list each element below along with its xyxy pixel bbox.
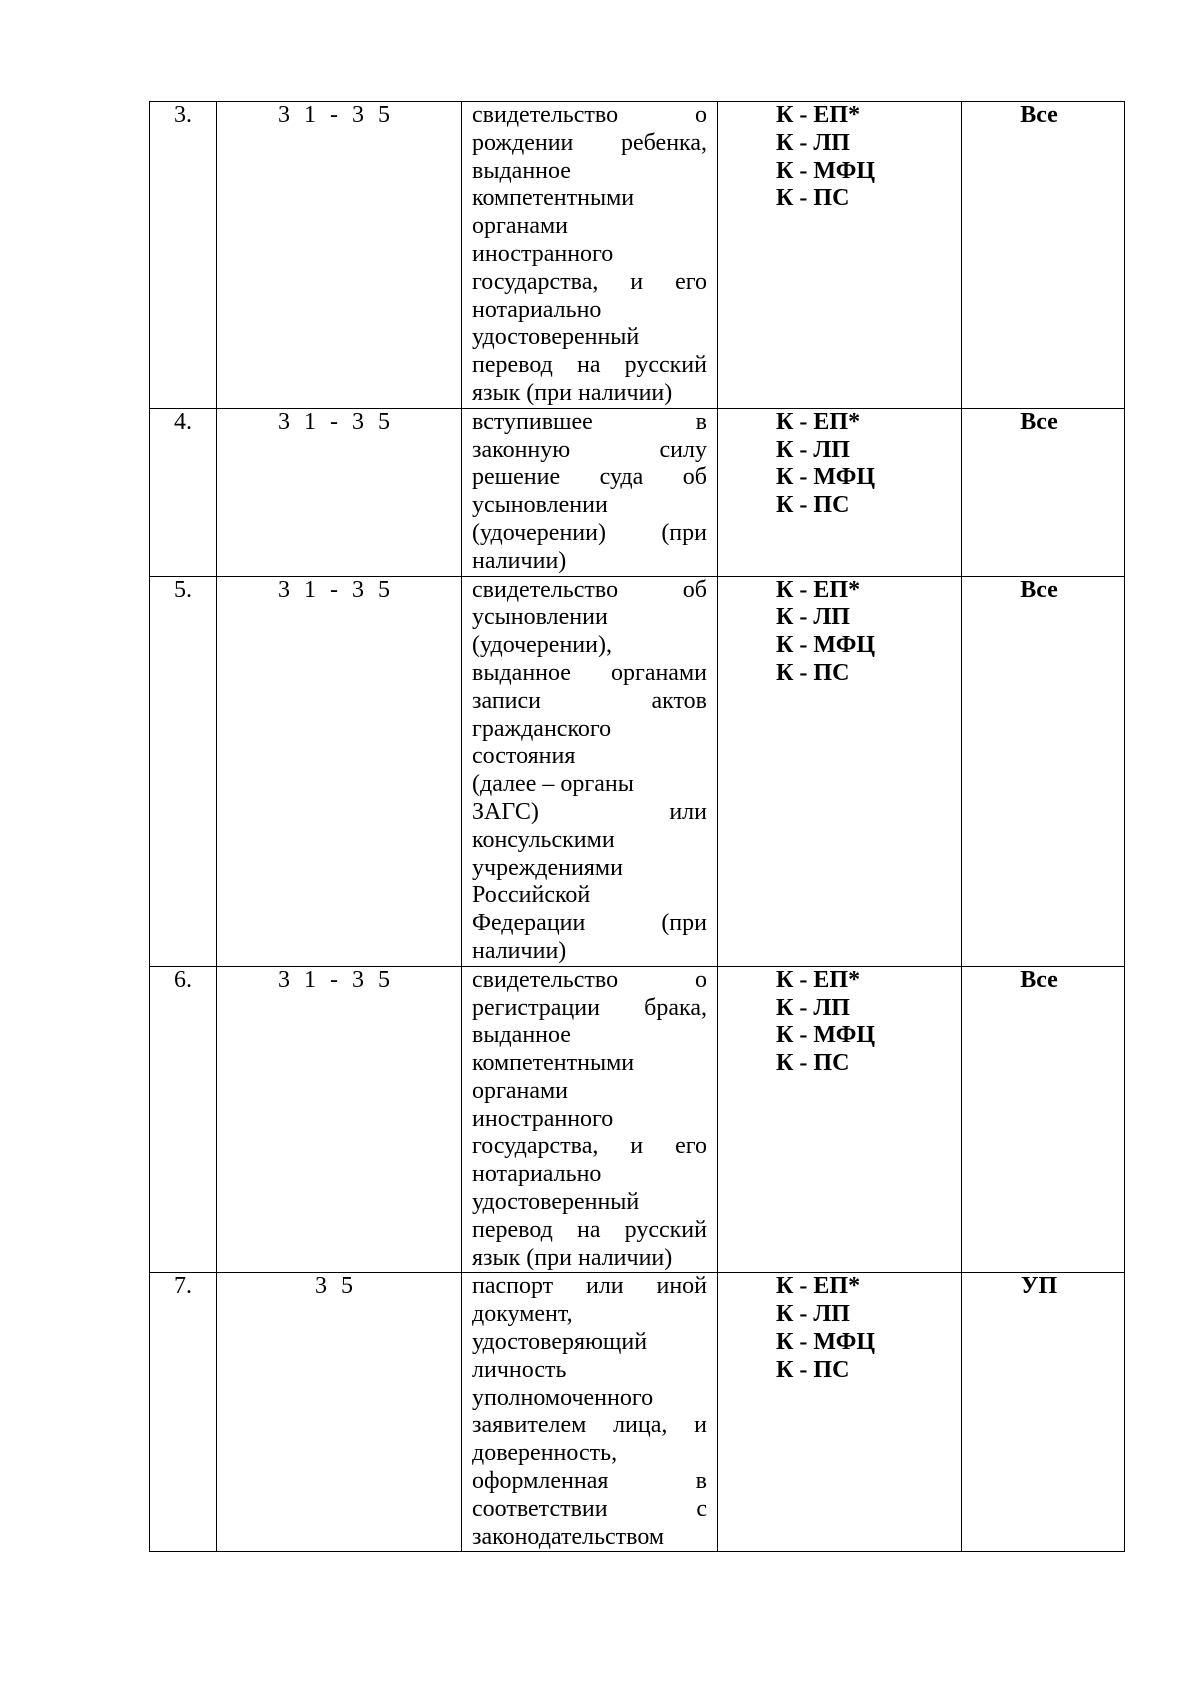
document-description-line: свидетельство о — [472, 102, 707, 128]
document-description-line: личность — [472, 1356, 567, 1383]
submission-methods — [718, 576, 962, 966]
document-description-line: удостоверенный — [472, 324, 640, 351]
document-description-line: усыновлении — [472, 604, 608, 631]
document-description-line: паспорт или иной — [472, 1273, 707, 1300]
document-description-line: нотариально — [472, 1161, 602, 1188]
document-description-line: уполномоченного — [472, 1384, 654, 1411]
applicant-category: Все — [962, 408, 1125, 576]
table-body — [150, 102, 1125, 1552]
document-description-line: компетентными — [472, 1050, 635, 1077]
document-description-line: иностранного — [472, 1105, 614, 1132]
document-description-line: законодательством — [472, 1523, 665, 1550]
document-description-line: консульскими — [472, 826, 615, 853]
submission-method: К - МФЦ — [776, 464, 876, 491]
document-description-line: рождении ребенка, — [472, 129, 707, 156]
row-number: 4. — [150, 408, 217, 576]
document-description-line: органами — [472, 213, 569, 240]
table-row — [150, 102, 1125, 409]
service-codes: 3 1 - 3 5 — [217, 966, 462, 1273]
document-description-line: свидетельство о — [472, 966, 707, 993]
document-description-line: решение суда об — [472, 464, 707, 491]
document-description-line: выданное — [472, 1022, 571, 1049]
document-description-line: выданное органами — [472, 659, 707, 686]
document-description-line: иностранного — [472, 240, 614, 267]
row-number: 6. — [150, 966, 217, 1273]
document-description-line: состояния — [472, 743, 576, 770]
table-row — [150, 966, 1125, 1273]
applicant-category: УП — [962, 1273, 1125, 1552]
document-description-line: усыновлении — [472, 492, 608, 519]
submission-method: К - ЕП* — [776, 1273, 861, 1300]
document-description-line: соответствии с — [472, 1495, 707, 1522]
document-description-line: выданное — [472, 157, 571, 184]
submission-method: К - ЕП* — [776, 576, 861, 603]
document-description-line: Российской — [472, 882, 591, 909]
submission-method: К - ЛП — [776, 1301, 850, 1328]
table-row — [150, 1273, 1125, 1552]
documents-table — [149, 101, 1125, 1552]
document-description-line: язык (при наличии) — [472, 379, 673, 406]
document-description-line: наличии) — [472, 937, 567, 964]
document-description-line: документ, — [472, 1301, 573, 1328]
document-description-line: заявителем лица, и — [472, 1412, 707, 1439]
submission-method: К - ЛП — [776, 604, 850, 631]
submission-method: К - МФЦ — [776, 157, 876, 184]
applicant-category: Все — [962, 102, 1125, 409]
document-description-line: нотариально — [472, 296, 602, 323]
table-row — [150, 408, 1125, 576]
submission-method: К - МФЦ — [776, 1329, 876, 1356]
applicant-category: Все — [962, 966, 1125, 1273]
document-description-line: удостоверяющий — [472, 1329, 648, 1356]
document-description — [462, 408, 718, 576]
document-description-line: (далее – органы — [472, 771, 634, 798]
submission-methods — [718, 408, 962, 576]
document-description-line: Федерации (при — [472, 910, 707, 937]
document-description-line: доверенность, — [472, 1440, 618, 1467]
row-number: 5. — [150, 576, 217, 966]
document-description-line: государства, и его — [472, 1133, 707, 1160]
service-codes: 3 1 - 3 5 — [217, 102, 462, 409]
submission-method: К - ЕП* — [776, 966, 861, 993]
document-description — [462, 102, 718, 409]
document-description-line: (удочерении), — [472, 632, 612, 659]
submission-method: К - ЛП — [776, 129, 850, 156]
applicant-category: Все — [962, 576, 1125, 966]
document-description-line: свидетельство об — [472, 576, 707, 603]
document-description — [462, 966, 718, 1273]
document-description-line: (удочерении) (при — [472, 519, 707, 546]
document-description-line: гражданского — [472, 715, 612, 742]
row-number: 7. — [150, 1273, 217, 1552]
submission-method: К - ЕП* — [776, 102, 861, 128]
submission-method: К - ЛП — [776, 994, 850, 1021]
service-codes: 3 1 - 3 5 — [217, 408, 462, 576]
document-description-line: оформленная в — [472, 1468, 707, 1495]
submission-method: К - ПС — [776, 185, 850, 212]
document-description — [462, 1273, 718, 1552]
document-description-line: компетентными — [472, 185, 635, 212]
submission-method: К - ПС — [776, 659, 850, 686]
submission-method: К - ПС — [776, 1356, 850, 1383]
submission-method: К - ПС — [776, 492, 850, 519]
submission-method: К - ЛП — [776, 436, 850, 463]
row-number: 3. — [150, 102, 217, 409]
submission-method: К - ПС — [776, 1050, 850, 1077]
submission-methods — [718, 966, 962, 1273]
document-description-line: перевод на русский — [472, 352, 707, 379]
document-description-line: регистрации брака, — [472, 994, 707, 1021]
document-description-line: вступившее в — [472, 408, 707, 435]
submission-method: К - МФЦ — [776, 1022, 876, 1049]
submission-method: К - МФЦ — [776, 632, 876, 659]
service-codes: 3 1 - 3 5 — [217, 576, 462, 966]
table-row — [150, 576, 1125, 966]
document-description-line: органами — [472, 1077, 569, 1104]
submission-methods — [718, 102, 962, 409]
document-description-line: наличии) — [472, 547, 567, 574]
document-description — [462, 576, 718, 966]
document-description-line: удостоверенный — [472, 1189, 640, 1216]
document-description-line: перевод на русский — [472, 1216, 707, 1243]
document-description-line: государства, и его — [472, 268, 707, 295]
document-description-line: ЗАГС) или — [472, 798, 707, 825]
submission-method: К - ЕП* — [776, 408, 861, 435]
document-description-line: учреждениями — [472, 854, 623, 881]
document-description-line: записи актов — [472, 687, 707, 714]
submission-methods — [718, 1273, 962, 1552]
service-codes: 3 5 — [217, 1273, 462, 1552]
document-description-line: законную силу — [472, 436, 707, 463]
document-description-line: язык (при наличии) — [472, 1244, 673, 1271]
